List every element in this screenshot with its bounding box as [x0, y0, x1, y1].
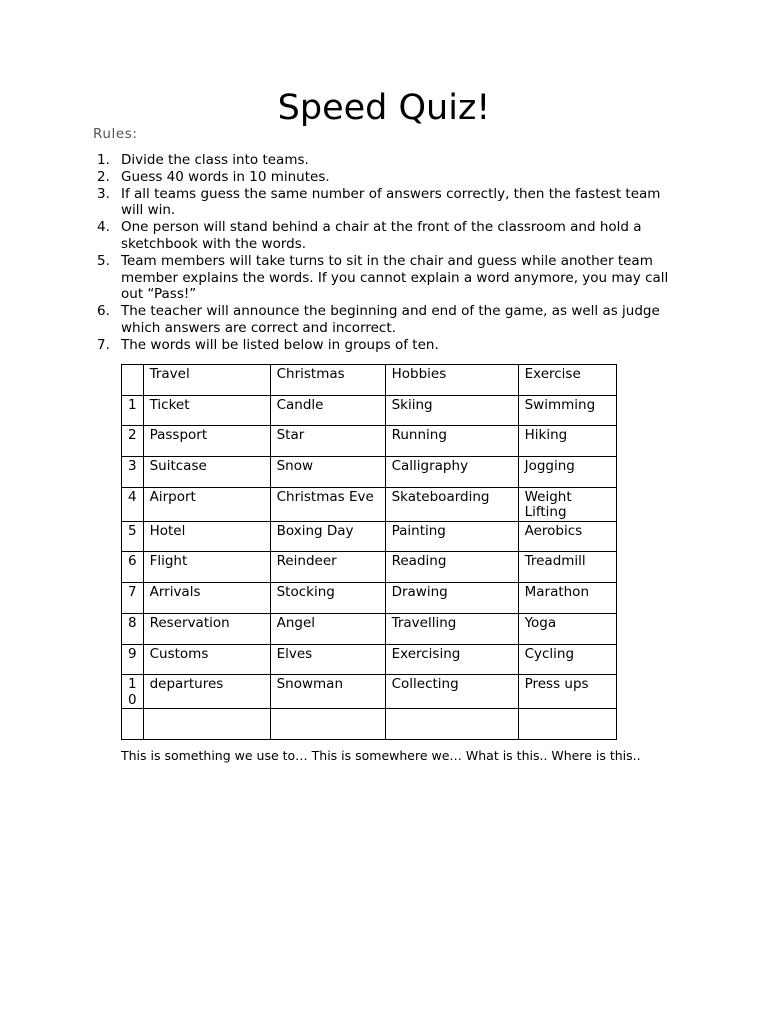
- table-cell: Cycling: [518, 644, 616, 675]
- table-cell: Painting: [385, 521, 518, 552]
- rule-number: 4.: [97, 219, 110, 236]
- table-row: [122, 613, 617, 644]
- rule-number: 7.: [97, 336, 110, 353]
- table-cell: Calligraphy: [385, 457, 518, 488]
- table-cell: 7: [122, 583, 144, 614]
- rule-number: 2.: [97, 168, 110, 185]
- table-cell: 5: [122, 521, 144, 552]
- table-cell: 3: [122, 457, 144, 488]
- table-cell: Collecting: [385, 675, 518, 709]
- table-row: [122, 709, 617, 740]
- rule-number: 5.: [97, 252, 110, 269]
- rule-item: [93, 337, 683, 354]
- table-cell: departures: [143, 675, 270, 709]
- rule-text: One person will stand behind a chair at the front of the classroom and hold a sketchbook with the words.: [121, 219, 642, 252]
- table-cell: Skateboarding: [385, 487, 518, 521]
- table-cell: [385, 709, 518, 740]
- rule-text: The teacher will announce the beginning and end of the game, as well as judge which answers are correct and incorrect.: [121, 303, 660, 336]
- table-header-cell: Hobbies: [385, 365, 518, 396]
- page-title: Speed Quiz!: [277, 88, 491, 128]
- table-cell: Reservation: [143, 613, 270, 644]
- table-cell: Stocking: [270, 583, 385, 614]
- table-row: [122, 675, 617, 709]
- word-table: [121, 364, 617, 740]
- table-cell: Weight Lifting: [518, 487, 616, 521]
- rule-item: [93, 303, 683, 337]
- rules-list: [93, 152, 683, 354]
- table-cell: 9: [122, 644, 144, 675]
- footnote: This is something we use to… This is somewhere we… What is this.. Where is this..: [121, 748, 641, 763]
- table-cell: Boxing Day: [270, 521, 385, 552]
- table-cell: 1: [122, 395, 144, 426]
- rule-text: Guess 40 words in 10 minutes.: [121, 168, 330, 185]
- table-cell: Passport: [143, 426, 270, 457]
- table-row: [122, 426, 617, 457]
- table-cell: Snow: [270, 457, 385, 488]
- table-cell: 10: [122, 675, 144, 709]
- table-row: [122, 644, 617, 675]
- table-cell: 2: [122, 426, 144, 457]
- rule-item: [93, 253, 683, 303]
- table-cell: Press ups: [518, 675, 616, 709]
- table-cell: Hotel: [143, 521, 270, 552]
- rule-item: [93, 152, 683, 169]
- table-row: [122, 521, 617, 552]
- rule-item: [93, 186, 683, 220]
- rule-text: The words will be listed below in groups of ten.: [121, 336, 439, 353]
- table-cell: [122, 709, 144, 740]
- table-cell: Aerobics: [518, 521, 616, 552]
- table-cell: Suitcase: [143, 457, 270, 488]
- rule-item: [93, 219, 683, 253]
- table-cell: Travelling: [385, 613, 518, 644]
- rule-text: Divide the class into teams.: [121, 152, 309, 168]
- table-cell: Customs: [143, 644, 270, 675]
- table-cell: Hiking: [518, 426, 616, 457]
- rule-text: Team members will take turns to sit in the chair and guess while another team member explains the words. If you cannot explain a word anymore, you may call out “Pass!”: [121, 252, 669, 303]
- rule-number: 3.: [97, 185, 110, 202]
- table-row: [122, 487, 617, 521]
- table-cell: Yoga: [518, 613, 616, 644]
- table-cell: Angel: [270, 613, 385, 644]
- table-cell: Christmas Eve: [270, 487, 385, 521]
- table-cell: Reading: [385, 552, 518, 583]
- table-cell: Swimming: [518, 395, 616, 426]
- table-cell: 6: [122, 552, 144, 583]
- table-header-row: [122, 365, 617, 396]
- table-cell: Exercising: [385, 644, 518, 675]
- table-cell: Star: [270, 426, 385, 457]
- table-cell: Ticket: [143, 395, 270, 426]
- table-header-cell: [122, 365, 144, 396]
- table-header-cell: Christmas: [270, 365, 385, 396]
- table-cell: Arrivals: [143, 583, 270, 614]
- table-cell: [270, 709, 385, 740]
- table-header-cell: Travel: [143, 365, 270, 396]
- rule-item: [93, 169, 683, 186]
- table-row: [122, 395, 617, 426]
- table-row: [122, 583, 617, 614]
- table-cell: Skiing: [385, 395, 518, 426]
- table-cell: 4: [122, 487, 144, 521]
- table-cell: Reindeer: [270, 552, 385, 583]
- table-cell: Flight: [143, 552, 270, 583]
- table-cell: Snowman: [270, 675, 385, 709]
- rule-text: If all teams guess the same number of answers correctly, then the fastest team will win.: [121, 185, 661, 219]
- rules-heading: Rules:: [93, 126, 138, 142]
- table-row: [122, 457, 617, 488]
- table-cell: Elves: [270, 644, 385, 675]
- table-cell: Jogging: [518, 457, 616, 488]
- table-cell: Candle: [270, 395, 385, 426]
- table-header-cell: Exercise: [518, 365, 616, 396]
- table-cell: [143, 709, 270, 740]
- rule-number: 6.: [97, 303, 110, 320]
- rule-number: 1.: [97, 152, 110, 168]
- table-cell: Treadmill: [518, 552, 616, 583]
- table-cell: 8: [122, 613, 144, 644]
- table-cell: Airport: [143, 487, 270, 521]
- table-cell: Running: [385, 426, 518, 457]
- table-cell: [518, 709, 616, 740]
- table-cell: Marathon: [518, 583, 616, 614]
- table-row: [122, 552, 617, 583]
- table-cell: Drawing: [385, 583, 518, 614]
